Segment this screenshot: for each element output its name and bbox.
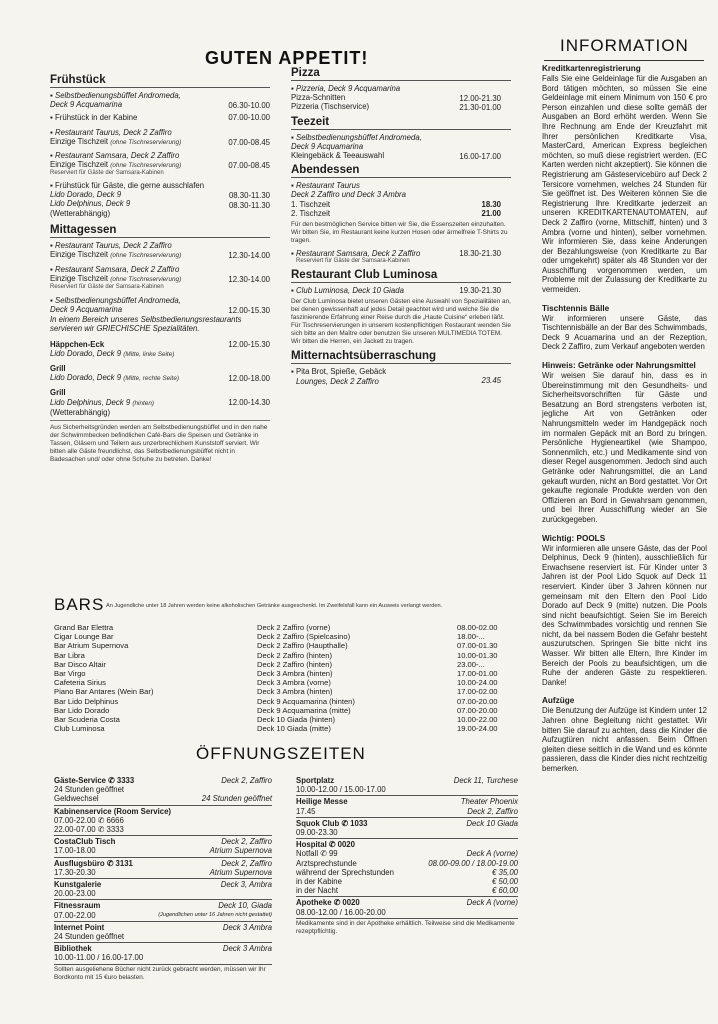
- section-mittagessen: Mittagessen: [50, 224, 270, 238]
- hours-note: Sollten ausgeliehene Bücher nicht zurück gebracht werden, müssen wir Ihr Bordkonto mit 15 €uro belasten.: [54, 965, 266, 981]
- hours-value: in der Kabine: [296, 877, 342, 887]
- hours-label: Fitnessraum: [54, 901, 101, 911]
- item-time: 19.30-21.30: [459, 286, 501, 296]
- item-name: Restaurant Samsara, Deck 2 Zaffiro: [55, 150, 180, 160]
- info-heading: Wichtig: POOLS: [542, 533, 606, 543]
- bullet-icon: ▪: [50, 240, 53, 250]
- bar-location: Deck 2 Zaffiro (Haupthalle): [257, 641, 348, 651]
- item-time: 08.30-11.30: [228, 191, 270, 201]
- hours-row: [54, 807, 272, 816]
- bar-hours: 07.00-20.00: [457, 705, 498, 715]
- item-time: 12.00-21.30: [459, 94, 501, 103]
- hours-entry: [54, 859, 272, 877]
- page-title: GUTEN APPETIT!: [205, 48, 369, 68]
- item-note: Reserviert für Gäste der Samsara-Kabinen: [50, 170, 164, 177]
- hours-location: 24 Stunden geöffnet: [201, 794, 272, 804]
- bar-hours: 23.00-...: [457, 659, 485, 669]
- item-name: Club Luminosa, Deck 10 Giada: [296, 286, 404, 296]
- hours-row: [296, 785, 518, 794]
- item-sub: Lounges, Deck 2 Zaffiro: [296, 376, 379, 386]
- hours-label: Gäste-Service ✆ 3333: [54, 776, 135, 785]
- hours-location: € 50,00: [491, 877, 518, 887]
- list-item: [291, 84, 511, 112]
- divider: [296, 918, 518, 919]
- item-name: Restaurant Taurus, Deck 2 Zaffiro: [55, 127, 172, 137]
- hours-value: 08.00-12.00 / 16.00-20.00: [296, 907, 386, 917]
- item-time: 12.00-15.30: [228, 306, 270, 316]
- bar-name: Bar Disco Altair: [54, 659, 106, 669]
- bar-name: Bar Atrium Supernova: [54, 641, 129, 651]
- bar-hours: 19.00-24.00: [457, 724, 498, 734]
- hours-entry: [296, 840, 518, 895]
- hours-entry: [296, 776, 518, 794]
- info-title: INFORMATION: [560, 36, 689, 55]
- hours-row: [296, 908, 518, 917]
- item-sub: Lido Dorado, Deck 9: [50, 349, 122, 359]
- hours-location: Theater Phoenix: [460, 797, 518, 807]
- luminosa-text: Der Club Luminosa bietet unseren Gästen eine Auswahl von Spezialitäten an, bei denen gewissenhaft auf jedes Detail geachtet wird und welche Sie die faszinierende Erfahrung einer Reise durch die „Haute Cuisine“ erleben läßt. Für Tischreservierungen in unserem kostenpflichtigen Restaurant wenden Sie sich bitte an den Maître oder benutzen Sie unseren MULTIMEDIA TOTEM. Wir bitten die Herren, ein Jackett zu tragen.: [291, 298, 511, 346]
- item-sub: Einzige Tischzeit: [50, 160, 109, 170]
- item-note: Reserviert für Gäste der Samsara-Kabinen: [50, 284, 164, 291]
- item-sub: Kleingebäck & Teeauswahl: [291, 151, 385, 161]
- list-item: [50, 151, 270, 177]
- info-text: Wir informieren unsere Gäste, das Tischtennisbälle an der Bar des Schwimmbads, Deck 9 Acuamarina und an der Rezeption, Deck 2 Zaffiro, zum Verkauf angeboten werden: [542, 313, 707, 352]
- bullet-icon: ▪: [50, 150, 53, 160]
- bar-location: Deck 10 Giada (mitte): [257, 724, 331, 734]
- list-item: [291, 367, 511, 385]
- bar-location: Deck 9 Acquamarina (hinten): [257, 696, 355, 706]
- item-time: 07.00-08.45: [228, 160, 270, 170]
- item-sub: Lido Delphinus, Deck 9: [50, 199, 131, 209]
- hours-row: [54, 932, 272, 941]
- section-fruehstueck: Frühstück: [50, 74, 270, 88]
- list-item: [50, 340, 270, 359]
- item-sub: Deck 9 Acquamarina: [291, 141, 364, 151]
- bar-location: Deck 2 Zaffiro (vorne): [257, 623, 331, 632]
- divider: [296, 795, 518, 796]
- info-heading: Aufzüge: [542, 696, 575, 706]
- hours-value: 07.00-22.00 ✆ 6666: [54, 815, 124, 825]
- bullet-icon: ▪: [291, 84, 294, 93]
- bar-name: Bar Virgo: [54, 669, 86, 678]
- bar-hours: 18.00-...: [457, 632, 485, 642]
- hours-row: [54, 794, 272, 803]
- item-name: Restaurant Taurus, Deck 2 Zaffiro: [55, 240, 172, 250]
- list-item: [50, 91, 270, 109]
- hours-value: 10.00-12.00 / 15.00-17.00: [296, 785, 386, 795]
- info-text: Wir informieren alle unsere Gäste, das der Pool Delphinus, Deck 9 (hinten), ausschließlich für Erwachsene reserviert ist. Für Kinder unter 3 Jahren ist der Pool Lido Squok auf Deck 11 reserviert. Kinder über 3 Jahren können nur gemeinsam mit den Eltern den Pool Lido Dorado auf Deck 9 (mitte) nutzen. Die Pools sind nicht beaufsichtigt. Seien Sie im Bereich des Schwimmbades vorsichtig und rennen Sie nicht, da bei nassem Boden die Gefahr besteht auszurutschen. Springen Sie bitte nicht ins Wasser. Wir bitten alle Eltern, Ihre Kinder im Bereich der Pools zu beaufsichtigen, um die Ruhe der anderen Gäste zu respektieren. Danke!: [542, 543, 707, 687]
- item-time: 08.30-11.30: [228, 201, 270, 211]
- item-sub: Lido Dorado, Deck 9: [50, 190, 122, 200]
- list-item: [50, 113, 270, 122]
- item-time: 18.30: [481, 200, 501, 210]
- hours-row: [54, 923, 272, 932]
- item-sub: Lido Delphinus, Deck 9: [50, 397, 131, 407]
- item-name: Selbstbedienungsbüffet Andromeda,: [55, 296, 181, 306]
- item-name: Restaurant Taurus: [296, 181, 360, 191]
- info-heading: Hinweis: Getränke oder Nahrungsmittel: [542, 361, 696, 371]
- item-name: Häppchen-Eck: [50, 340, 105, 350]
- divider: [54, 964, 272, 965]
- hours-entry: [54, 776, 272, 804]
- divider: [54, 899, 272, 900]
- hours-value: während der Sprechstunden: [296, 867, 394, 877]
- divider: [54, 878, 272, 879]
- hours-value: 24 Stunden geöffnet: [54, 785, 125, 795]
- info-heading: Tischtennis Bälle: [542, 303, 610, 313]
- hours-value: 20.00-23.00: [54, 889, 96, 899]
- hours-value: 17.30-20.30: [54, 867, 96, 877]
- hours-label: Kunstgalerie: [54, 880, 102, 890]
- bullet-icon: ▪: [50, 265, 53, 275]
- item-name: Selbstbedienungsbüffet Andromeda,: [296, 132, 422, 142]
- dinner-note: Für den bestmöglichen Service bitten wir Sie, die Essenszeiten einzuhalten. Wir bitten Sie, im Restaurant keine kurzen Hosen oder ärmelfreie T-Shirts zu tragen.: [291, 221, 508, 245]
- hours-location: Deck 2, Zaffiro: [221, 858, 272, 868]
- hours-value: 24 Stunden geöffnet: [54, 932, 125, 942]
- hours-row: [54, 776, 272, 785]
- hours-location: Deck 2, Zaffiro: [221, 776, 272, 785]
- bullet-icon: ▪: [50, 127, 53, 137]
- bar-name: Bar Lido Delphinus: [54, 696, 119, 706]
- divider: [54, 857, 272, 858]
- bar-hours: 07.00-01.30: [457, 641, 498, 651]
- bullet-icon: ▪: [291, 181, 294, 191]
- hours-row: [296, 828, 518, 837]
- hours-label: CostaClub Tisch: [54, 837, 116, 847]
- section-luminosa: Restaurant Club Luminosa: [291, 269, 511, 283]
- hours-row: [296, 877, 518, 886]
- item-sub: Deck 2 Zaffiro und Deck 3 Ambra: [291, 190, 406, 200]
- divider: [296, 817, 518, 818]
- list-item: [50, 181, 270, 218]
- item-sub: Pizza-Schnitten: [291, 93, 346, 103]
- item-subnote: (Mitte, linke Seite): [123, 351, 175, 359]
- bar-hours: 10.00-24.00: [457, 678, 498, 688]
- divider: [296, 896, 518, 897]
- section-mitternacht: Mitternachtsüberraschung: [291, 350, 511, 364]
- hours-label: Heilige Messe: [296, 797, 348, 807]
- list-item: [50, 364, 270, 383]
- item-time: 06.30-10.00: [228, 101, 270, 110]
- bullet-icon: ▪: [50, 113, 53, 123]
- item-subnote: (ohne Tischreservierung): [110, 162, 182, 170]
- bar-hours: 17.00-01.00: [457, 669, 498, 678]
- hours-location: Deck A (vorne): [466, 849, 518, 859]
- hours-row: [54, 911, 272, 920]
- bar-name: Bar Lido Dorado: [54, 705, 110, 715]
- hours-entry: [296, 797, 518, 815]
- left-column: [50, 70, 270, 464]
- item-time: 18.30-21.30: [459, 249, 501, 259]
- item-name: Pizzeria, Deck 9 Acquamarina: [296, 84, 401, 93]
- hours-label: Bibliothek: [54, 944, 92, 954]
- hours-location: Deck 11, Turchese: [453, 776, 518, 785]
- hours-row: [54, 825, 272, 834]
- list-item: [50, 241, 270, 260]
- hours-row: [296, 859, 518, 868]
- hours-location: Deck 3, Ambra: [220, 880, 272, 890]
- item-name: Grill: [50, 388, 66, 398]
- hours-entry: [296, 819, 518, 837]
- item-time: 21.30-01.00: [459, 103, 501, 112]
- bar-name: Cigar Lounge Bar: [54, 632, 114, 642]
- bar-location: Deck 3 Ambra (vorne): [257, 678, 331, 688]
- divider: [54, 942, 272, 943]
- bullet-icon: ▪: [291, 249, 294, 259]
- hours-value: 10.00-11.00 / 16.00-17.00: [54, 953, 144, 963]
- bar-name: Club Luminosa: [54, 724, 105, 734]
- section-teezeit: Teezeit: [291, 116, 511, 130]
- item-subnote: (ohne Tischreservierung): [110, 138, 182, 146]
- hours-location: € 60,00: [491, 886, 518, 896]
- list-item: [50, 296, 270, 333]
- item-subnote: (ohne Tischreservierung): [110, 252, 182, 260]
- item-sub: Deck 9 Acquamarina: [50, 100, 123, 110]
- divider: [54, 805, 272, 806]
- bars-table: [54, 624, 524, 736]
- list-item: [50, 265, 270, 291]
- hours-row: [54, 901, 272, 910]
- bullet-icon: ▪: [50, 296, 53, 306]
- item-name: Frühstück in der Kabine: [55, 113, 138, 123]
- hours-entry: [54, 837, 272, 855]
- item-sub: (Wetterabhängig): [50, 208, 111, 218]
- item-name: Restaurant Samsara, Deck 2 Zaffiro: [55, 265, 180, 275]
- list-item: [291, 249, 511, 265]
- hours-location: Atrium Supernova: [209, 846, 272, 856]
- item-sub: 2. Tischzeit: [291, 208, 330, 218]
- divider: [296, 838, 518, 839]
- item-name: Frühstück für Gäste, die gerne ausschlafen: [55, 181, 205, 191]
- item-time: 16.00-17.00: [459, 151, 501, 161]
- hours-label: Apotheke ✆ 0020: [296, 898, 360, 908]
- info-column: [542, 64, 707, 774]
- hours-label: Kabinenservice (Room Service): [54, 806, 171, 816]
- hours-row: [54, 944, 272, 953]
- info-text: Die Benutzung der Aufzüge ist Kindern unter 12 Jahren ohne Begleitung nicht gestattet. Wir bitten Sie darauf zu achten, dass die Kinder die Aufzugtüren nicht anfassen. Beim Öffnen gleiten diese seitlich in die Wand und es könnte passieren, dass die Kinder dies nicht rechtzeitig bemerken.: [542, 706, 707, 773]
- bars-title: BARS: [54, 595, 105, 614]
- hours-location: 08.00-09.00 / 18.00-19.00: [428, 858, 518, 868]
- bar-location: Deck 2 Zaffiro (Spielcasino): [257, 632, 351, 642]
- bullet-icon: ▪: [50, 91, 53, 100]
- hours-location: Deck 2, Zaffiro: [221, 837, 272, 847]
- item-subnote: (Mitte, rechte Seite): [123, 375, 180, 383]
- hours-location: € 35,00: [491, 867, 518, 877]
- hours-row: [54, 880, 272, 889]
- hours-row: [296, 819, 518, 828]
- hours-entry: [54, 901, 272, 919]
- info-title-rule: [544, 60, 704, 61]
- hours-value: Notfall ✆ 99: [296, 849, 338, 859]
- item-note: Reserviert für Gäste der Samsara-Kabinen: [296, 258, 410, 265]
- hours-value: Arztsprechstunde: [296, 858, 357, 868]
- bar-location: Deck 2 Zaffiro (hinten): [257, 650, 332, 660]
- info-heading: Kreditkartenregistrierung: [542, 64, 641, 73]
- list-item: [291, 181, 511, 218]
- section-abendessen: Abendessen: [291, 164, 511, 178]
- oeffnung-title: ÖFFNUNGSZEITEN: [196, 744, 366, 763]
- hours-row: [54, 953, 272, 962]
- hours-value: 22.00-07.00 ✆ 3333: [54, 825, 124, 835]
- item-time: 12.00-14.30: [228, 398, 270, 408]
- hours-value: 09.00-23.30: [296, 828, 338, 838]
- item-name: Grill: [50, 364, 66, 374]
- section-pizza: Pizza: [291, 67, 511, 81]
- hours-row: [296, 840, 518, 849]
- item-subnote: (ohne Tischreservierung): [110, 276, 182, 284]
- hours-row: [54, 859, 272, 868]
- hours-label: Ausflugsbüro ✆ 3131: [54, 858, 133, 868]
- item-subnote: (hinten): [132, 399, 155, 407]
- hours-location: Deck 3 Ambra: [222, 944, 272, 954]
- item-time: 12.00-18.00: [228, 374, 270, 384]
- hours-row: [54, 889, 272, 898]
- hours-location: (Jugendlichen unter 16 Jahren nicht gestattet): [158, 911, 272, 918]
- hours-row: [54, 837, 272, 846]
- list-item: [291, 133, 511, 161]
- item-sub: Einzige Tischzeit: [50, 250, 109, 260]
- hours-row: [296, 797, 518, 806]
- item-time: 12.00-15.30: [228, 340, 270, 350]
- hours-row: [296, 849, 518, 858]
- bar-name: Cafeteria Sirius: [54, 678, 106, 688]
- bullet-icon: ▪: [50, 181, 53, 191]
- oeffnung-left: [54, 776, 272, 982]
- hours-note: Medikamente sind in der Apotheke erhältlich. Teilweise sind die Medikamente rezeptpflichtig.: [296, 919, 515, 935]
- bar-hours: 10.00-22.00: [457, 715, 498, 724]
- hours-location: Deck 10, Giada: [218, 901, 272, 911]
- hours-location: Deck 3 Ambra: [222, 922, 272, 932]
- info-text: Falls Sie eine Geldeinlage für die Ausgaben an Bord tätigen möchten, so müssen Sie eine Geldeinlage mit einem Minimum von 150 € pro Person einzahlen und diese sollte gemäß der Ausgaben an Bord erhöht werden. Wenn Sie Ihre Rechnung am Ende der Kreuzfahrt mit Ihrer persönlichen Kreditkarte Visa, MasterCard, American Express begleichen möchten, so muß diese registriert werden. (EC Karten werden nicht akzeptiert). Sie können die Registrierung am Gästeservicebüro auf Deck 2 Tersicore vornehmen, welches 24 Stunden für Sie geöffnet ist. Des Weiteren können Sie die Registrierung Ihre Kreditkarte jederzeit an unseren KREDITKARTENAUTOMATEN, auf Deck 2 Zaffiro (vorne, Mittschiff, hinten) und 3 Ambra (vorne und hinten), selber vornehmen. Wir informieren Sie, dass keine Änderungen der Bezahlungsweise (von Kreditkarte zu Bar oder umgekehrt) später als 48 Stunden vor der Ausschiffung vorgenommen werden, um Probleme mit der Zulassung der Kreditkarte zu vermeiden.: [542, 74, 707, 295]
- hours-row: [54, 868, 272, 877]
- bar-name: Piano Bar Antares (Wein Bar): [54, 687, 154, 697]
- item-sub: Pizzeria (Tischservice): [291, 102, 370, 112]
- item-name: Restaurant Samsara, Deck 2 Zaffiro: [296, 249, 421, 259]
- item-sub: (Wetterabhängig): [50, 407, 111, 417]
- hours-label: Hospital ✆ 0020: [296, 840, 355, 850]
- bar-hours: 07.00-20.00: [457, 696, 498, 706]
- bars-note: An Jugendliche unter 18 Jahren werden keine alkoholischen Getränke ausgeschenkt. Im Zweifelsfall kann ein Ausweis verlangt werden.: [106, 603, 443, 609]
- item-extra: In einem Bereich unseres Selbstbedienungsrestaurants servieren wir GRIECHISCHE Spezialitäten.: [50, 314, 242, 333]
- hours-entry: [54, 807, 272, 835]
- hours-location: Deck A (vorne): [466, 898, 518, 908]
- item-sub: Einzige Tischzeit: [50, 136, 109, 146]
- hours-value: Geldwechsel: [54, 794, 99, 804]
- hours-location: Deck 2, Zaffiro: [467, 806, 518, 816]
- bar-location: Deck 3 Ambra (hinten): [257, 669, 333, 678]
- hours-entry: [54, 923, 272, 941]
- hours-row: [54, 846, 272, 855]
- hours-value: in der Nacht: [296, 886, 339, 896]
- hours-label: Sportplatz: [296, 776, 335, 785]
- hours-entry: [54, 880, 272, 898]
- hours-row: [296, 776, 518, 785]
- list-item: [291, 286, 511, 295]
- bar-location: Deck 9 Acquamarina (mitte): [257, 705, 351, 715]
- bullet-icon: ▪: [291, 132, 294, 142]
- bar-name: Bar Libra: [54, 650, 85, 660]
- hours-row: [296, 868, 518, 877]
- hours-row: [54, 785, 272, 794]
- divider: [54, 921, 272, 922]
- bar-location: Deck 3 Ambra (hinten): [257, 687, 333, 697]
- item-sub: Einzige Tischzeit: [50, 274, 109, 284]
- hours-entry: [296, 898, 518, 916]
- bar-name: Bar Scuderia Costa: [54, 715, 120, 724]
- info-text: Wir weisen Sie darauf hin, dass es in Übereinstimmung mit den Gesundheits- und Sicherheitsvorschriften für Gäste und Besatzung an Bord strengstens verboten ist, jegliche Art von Getränken oder Nahrungsmitteln weder im Handgepäck noch im normalen Gepäck mit an Bord zu bringen. Persönliche Hygieneartikel (wie Shampoo, Sonnenmilch, etc.) und Medikamente sind von dieser Regel ausgenommen. Jedoch sind auch Getränke oder Nahrungsmittel, die an Land gekauft wurden, nicht an Bord gestattet. Vor Ort gekaufte regionale Produkte werden von den Offizieren an Bord in Gewahrsam genommen, und bei Ihrer Ausschiffung wieder an Sie zurückgegeben.: [542, 371, 707, 524]
- item-time: 12.30-14.00: [228, 275, 270, 285]
- bar-location: Deck 10 Giada (hinten): [257, 715, 336, 724]
- hours-row: [296, 898, 518, 907]
- hours-row: [54, 816, 272, 825]
- bar-hours: 10.00-01.30: [457, 650, 498, 660]
- item-sub: Deck 9 Acquamarina: [50, 305, 123, 315]
- bar-hours: 17.00-02.00: [457, 687, 498, 697]
- hours-label: Squok Club ✆ 1033: [296, 818, 368, 828]
- list-item: [50, 388, 270, 416]
- divider: [54, 835, 272, 836]
- bullet-icon: ▪: [291, 286, 294, 296]
- hours-label: Internet Point: [54, 922, 105, 932]
- hours-value: 17.45: [296, 806, 316, 816]
- bar-name: Grand Bar Elettra: [54, 623, 114, 632]
- hours-location: Deck 10 Giada: [466, 818, 518, 828]
- hours-entry: [54, 944, 272, 962]
- lunch-disclaimer: Aus Sicherheitsgründen werden am Selbstbedienungsbüffet und in den nahe der Schwimmbecken befindlichen Café-Bars die Speisen und Getränke in Tassen, Gläsern und Tellern aus unzerbrechlichem Kunststoff serviert. Wir bitten alle Gäste freundlichst, das Selbstbedienungsbüffet nicht in Badesachen und/ oder ohne Schuhe zu betreten. Danke!: [50, 420, 270, 464]
- item-name: Selbstbedienungsbüffet Andromeda,: [55, 91, 181, 100]
- item-time: 07.00-08.45: [228, 137, 270, 147]
- hours-value: 07.00-22.00: [54, 910, 96, 920]
- item-name: Pita Brot, Spieße, Gebäck: [296, 367, 387, 377]
- item-time: 23.45: [481, 376, 501, 386]
- item-time: 07.00-10.00: [228, 113, 270, 123]
- item-time: 12.30-14.00: [228, 250, 270, 260]
- item-sub: 1. Tischzeit: [291, 199, 330, 209]
- bullet-icon: ▪: [291, 367, 294, 377]
- hours-row: [296, 807, 518, 816]
- item-sub: Lido Dorado, Deck 9: [50, 373, 122, 383]
- bar-location: Deck 2 Zaffiro (hinten): [257, 659, 332, 669]
- oeffnung-right: [296, 776, 518, 936]
- middle-column: [291, 67, 511, 388]
- bar-hours: 08.00-02.00: [457, 623, 498, 632]
- hours-row: [296, 886, 518, 895]
- list-item: [50, 128, 270, 147]
- hours-value: 17.00-18.00: [54, 846, 96, 856]
- hours-location: Atrium Supernova: [209, 867, 272, 877]
- item-time: 21.00: [481, 209, 501, 219]
